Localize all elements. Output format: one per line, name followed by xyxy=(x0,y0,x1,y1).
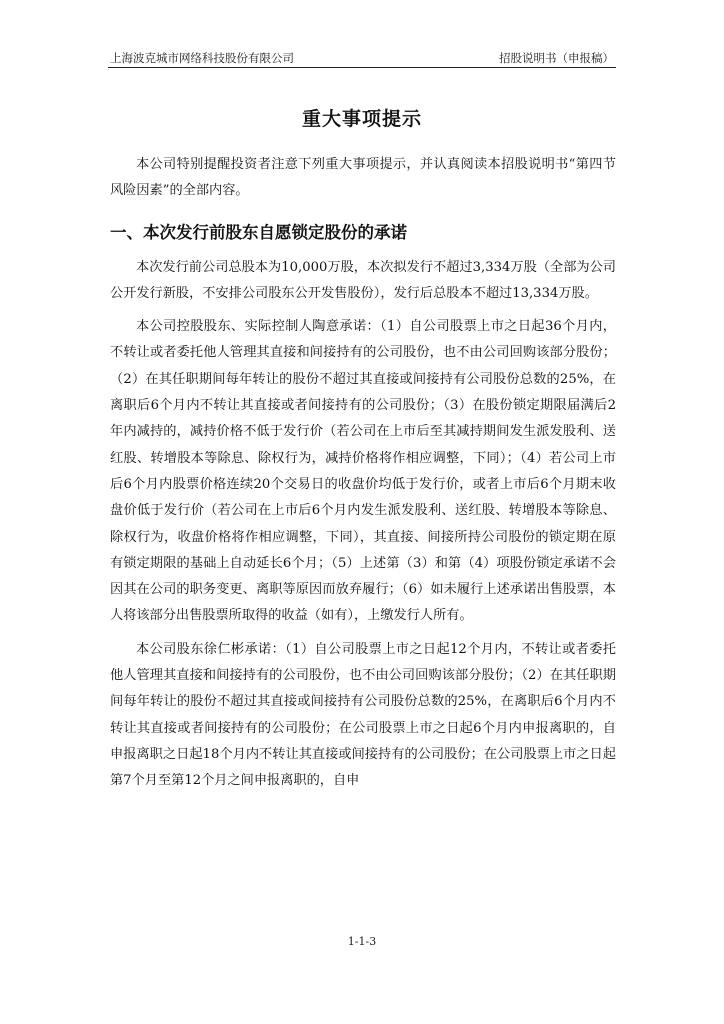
intro-paragraph: 本公司特别提醒投资者注意下列重大事项提示，并认真阅读本招股说明书“第四节 风险因素”的全部内容。 xyxy=(110,157,616,199)
document-body xyxy=(110,152,616,795)
page-title: 重大事项提示 xyxy=(301,108,422,130)
body-paragraph-shareholder-commitment: 本公司股东徐仁彬承诺：（1）自公司股票上市之日起12个月内，不转让或者委托他人管理其直接和间接持有的公司股份，也不由公司回购该部分股份；（2）在其任职期间每年转让的股份不超过其直接或间接持有公司股份总数的25%，在离职后6个月内不转让其直接或者间接持有的公司股份；在公司股票上市之日起6个月内申报离职的，自申报离职之日起18个月内不转让其直接或间接持有的公司股份；在公司股票上市之日起第7个月至第12个月之间申报离职的，自申 xyxy=(110,641,616,789)
body-paragraph-share-capital: 本次发行前公司总股本为10,000万股，本次拟发行不超过3,334万股（全部为公司公开发行新股，不安排公司股东公开发售股份），发行后总股本不超过13,334万股。 xyxy=(110,259,616,301)
body-paragraph-controller-commitment: 本公司控股股东、实际控制人陶意承诺：（1）自公司股票上市之日起36个月内，不转让或者委托他人管理其直接和间接持有的公司股份，也不由公司回购该部分股份；（2）在其任职期间每年转让的股份不超过其直接或间接持有公司股份总数的25%，在离职后6个月内不转让其直接或者间接持有的公司股份；（3）在股份锁定期限届满后2年内减持的，减持价格不低于发行价（若公司在上市后至其减持期间发生派发股利、送红股、转增股本等除息、除权行为，减持价格将作相应调整，下同）；（4）若公司上市后6个月内股票价格连续20个交易日的收盘价均低于发行价，或者上市后6个月期末收盘价低于发行价（若公司在上市后6个月内发生派发股利、送红股、转增股本等除息、除权行为，收盘价格将作相应调整，下同），其直接、间接所持公司股份的锁定期在原有锁定期限的基础上自动延长6个月；（5）上述第（3）和第（4）项股份锁定承诺不会因其在公司的职务变更、离职等原因而放弃履行；（6）如未履行上述承诺出售股票，本人将该部分出售股票所取得的收益（如有），上缴发行人所有。 xyxy=(110,319,616,624)
page-number: 1-1-3 xyxy=(347,935,377,948)
page-header xyxy=(108,50,616,68)
section-heading: 一、本次发行前股东自愿锁定股份的承诺 xyxy=(110,222,407,242)
header-company-name: 上海波克城市网络科技股份有限公司 xyxy=(110,51,294,65)
header-document-type: 招股说明书（申报稿） xyxy=(499,51,614,65)
